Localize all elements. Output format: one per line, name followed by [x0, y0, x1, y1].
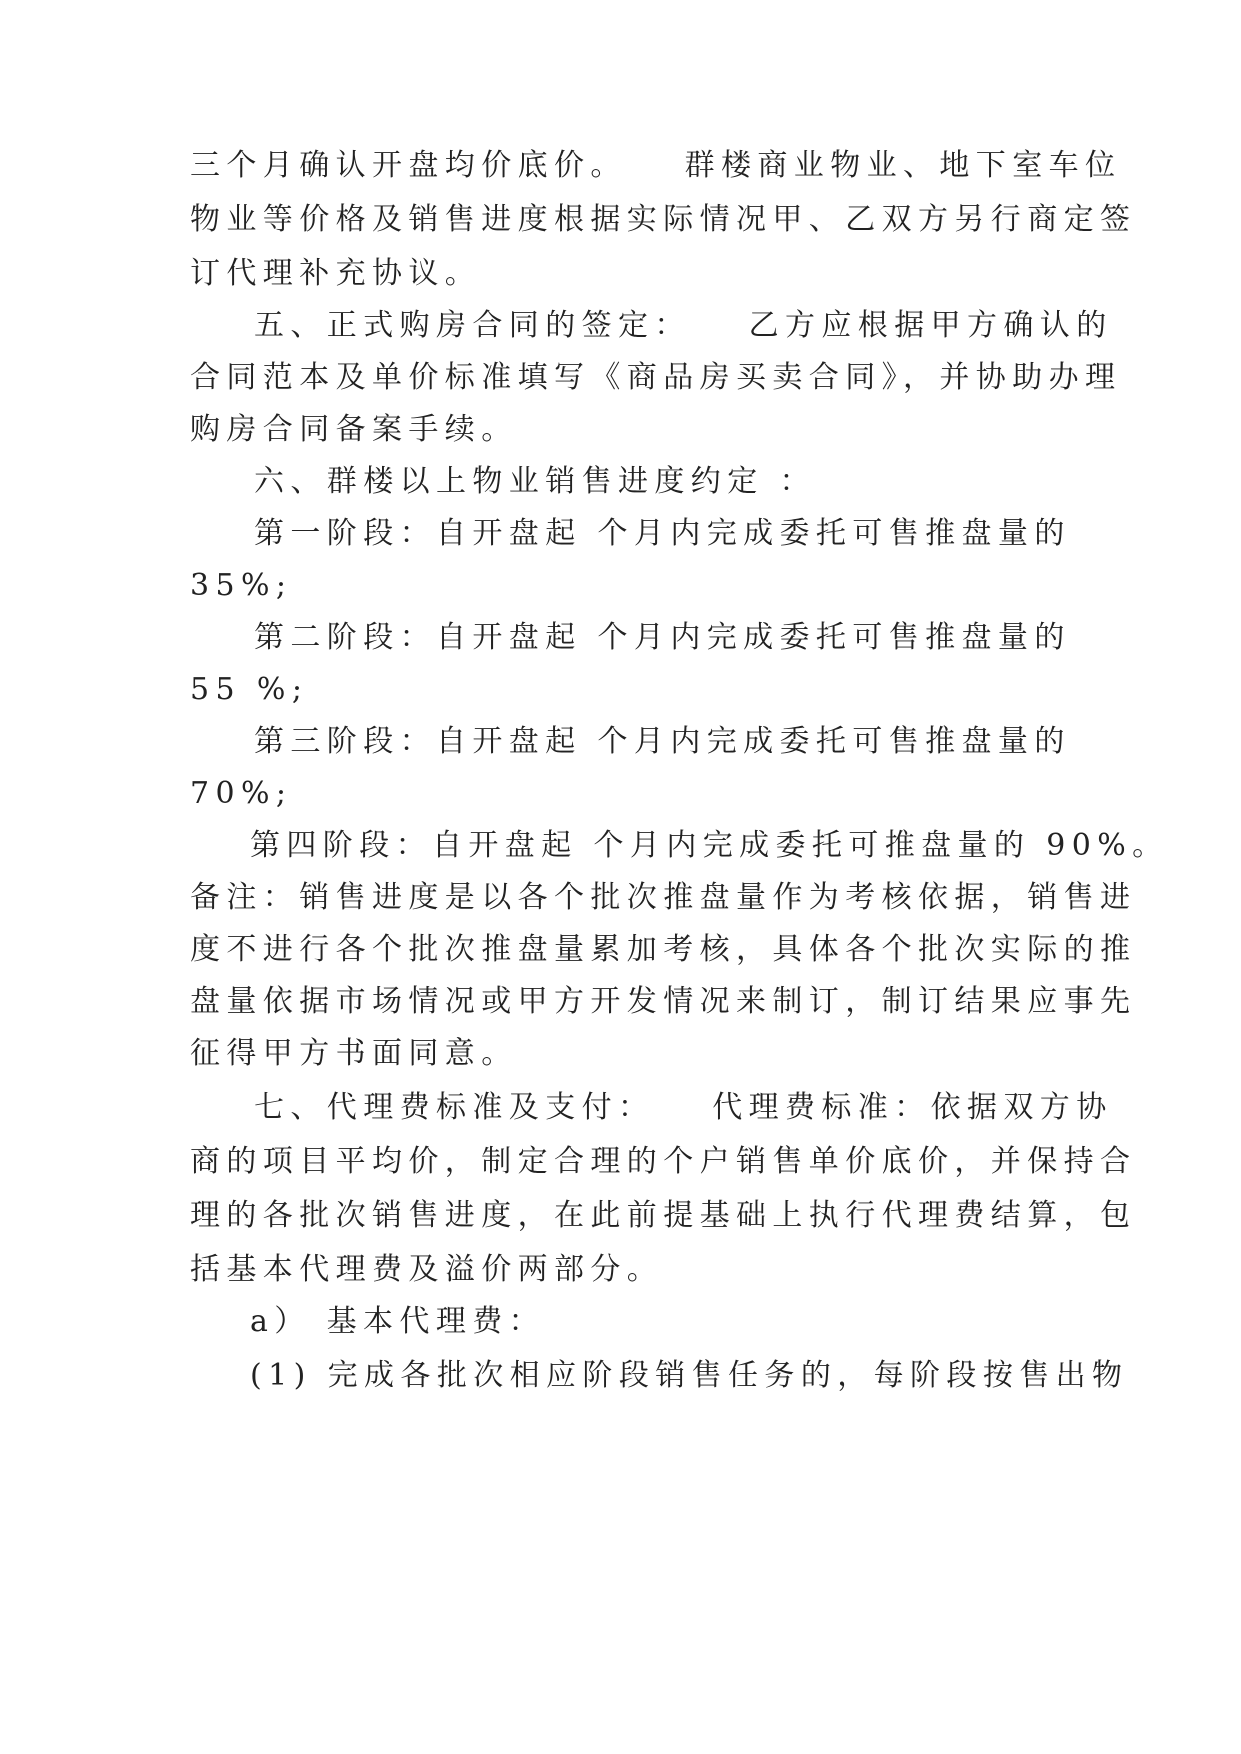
text-line-2: 物业等价格及销售进度根据实际情况甲、乙双方另行商定签 [190, 202, 1137, 237]
stage-three-line: 第三阶段：自开盘起 个月内完成委托可售推盘量的 [254, 724, 1071, 759]
text-line-21: 理的各批次销售进度，在此前提基础上执行代理费结算，包 [190, 1198, 1137, 1233]
stage-one-percent: 35%; [190, 568, 293, 603]
section-six-heading: 六、群楼以上物业销售进度约定 ： [254, 464, 816, 499]
text-line-20: 商的项目平均价，制定合理的个户销售单价底价，并保持合 [190, 1144, 1137, 1179]
subsection-a-heading: a） 基本代理费： [250, 1304, 546, 1339]
note-line-4: 征得甲方书面同意。 [190, 1036, 518, 1071]
note-line-3: 盘量依据市场情况或甲方开发情况来制订，制订结果应事先 [190, 984, 1137, 1019]
stage-two-line: 第二阶段：自开盘起 个月内完成委托可售推盘量的 [254, 620, 1071, 655]
item-one-line: (1) 完成各批次相应阶段销售任务的，每阶段按售出物 [250, 1358, 1129, 1393]
text-line-1: 三个月确认开盘均价底价。 群楼商业物业、地下室车位 [190, 148, 1122, 183]
stage-four-line: 第四阶段：自开盘起 个月内完成委托可推盘量的 90%。 [250, 828, 1169, 863]
text-line-6: 购房合同备案手续。 [190, 412, 518, 447]
text-line-3: 订代理补充协议。 [190, 256, 482, 291]
text-line-22: 括基本代理费及溢价两部分。 [190, 1252, 664, 1287]
stage-three-percent: 70%; [190, 776, 293, 811]
section-five-heading: 五、正式购房合同的签定： 乙方应根据甲方确认的 [254, 308, 1113, 343]
note-line-1: 备注：销售进度是以各个批次推盘量作为考核依据，销售进 [190, 880, 1137, 915]
section-seven-heading: 七、代理费标准及支付： 代理费标准：依据双方协 [254, 1090, 1113, 1125]
text-line-5: 合同范本及单价标准填写《商品房买卖合同》，并协助办理 [190, 360, 1122, 395]
stage-one-line: 第一阶段：自开盘起 个月内完成委托可售推盘量的 [254, 516, 1071, 551]
note-line-2: 度不进行各个批次推盘量累加考核，具体各个批次实际的推 [190, 932, 1137, 967]
stage-two-percent: 55 %; [190, 672, 309, 707]
